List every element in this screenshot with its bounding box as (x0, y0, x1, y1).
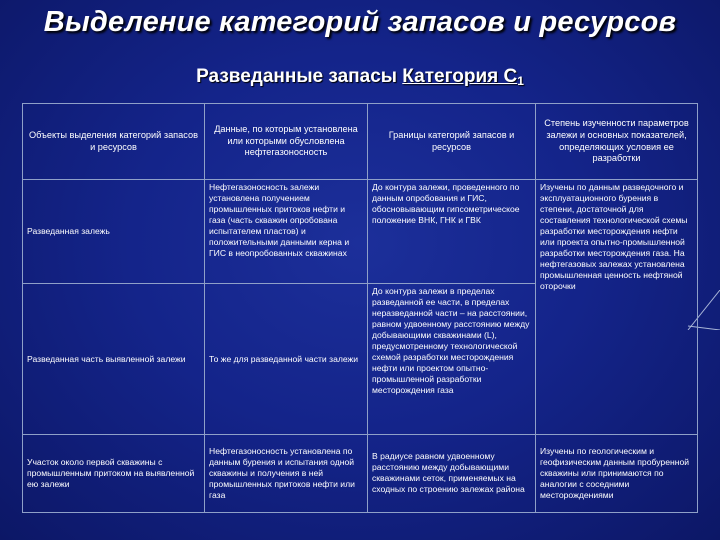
cell-data: Нефтегазоносность установлена по данным бурения и испытания одной скважины и получения в ней промышленных притоков нефти или газа (205, 434, 368, 512)
cell-object: Разведанная залежь (23, 180, 205, 284)
cell-bounds: В радиусе равном удвоенному расстоянию между добывающими скважинами сеток, применяемых на сходных по строению залежах района (368, 434, 536, 512)
slide-title: Выделение категорий запасов и ресурсов (43, 6, 677, 38)
cell-data: То же для разведанной части залежи (205, 284, 368, 434)
subtitle-category-label: Категория С (402, 66, 518, 87)
cell-object: Разведанная часть выявленной залежи (23, 284, 205, 434)
table-header-row (23, 104, 698, 180)
header-study: Степень изученности параметров залежи и основных показателей, определяющих условия ее разработки (536, 104, 698, 180)
header-objects: Объекты выделения категорий запасов и ресурсов (23, 104, 205, 180)
cell-study: Изучены по геологическим и геофизическим данным пробуренной скважины или принимаются по аналогии с соседними месторождениями (536, 434, 698, 512)
table-row (23, 180, 698, 284)
cell-study-merged: Изучены по данным разведочного и эксплуатационного бурения в степени, достаточной для составления технологической схемы разработки месторождения нефти или проекта опытно-промышленной разработки месторождения газа. На нефтегазовых залежах установлена промышленная ценность нефтяной оторочки (536, 180, 698, 435)
categories-table (22, 103, 698, 513)
subtitle-category-index: 1 (517, 74, 524, 88)
subtitle-prefix: Разведанные запасы (196, 66, 403, 87)
subtitle-category (402, 66, 524, 87)
table-row (23, 434, 698, 512)
header-data: Данные, по которым установлена или которыми обусловлена нефтегазоносность (205, 104, 368, 180)
cell-object: Участок около первой скважины с промышленным притоком на выявленной ею залежи (23, 434, 205, 512)
cell-data: Нефтегазоносность залежи установлена получением промышленных притоков нефти и газа (часть скважин опробована испытателем пластов) и положительными данными керна и ГИС в неопробованных скважинах (205, 180, 368, 284)
cell-bounds: До контура залежи, проведенного по данным опробования и ГИС, обосновывающим гипсометрическое положение ВНК, ГНК и ГВК (368, 180, 536, 284)
slide-subtitle (0, 66, 720, 88)
header-bounds: Границы категорий запасов и ресурсов (368, 104, 536, 180)
cell-bounds: До контура залежи в пределах разведанной ее части, в пределах неразведанной части – на расстоянии, равном удвоенному расстоянию между добывающими скважинами (L), предусмотренному технологической схемой разработки месторождения нефти или проектом опытно-промышленной разработки месторождения газа (368, 284, 536, 434)
